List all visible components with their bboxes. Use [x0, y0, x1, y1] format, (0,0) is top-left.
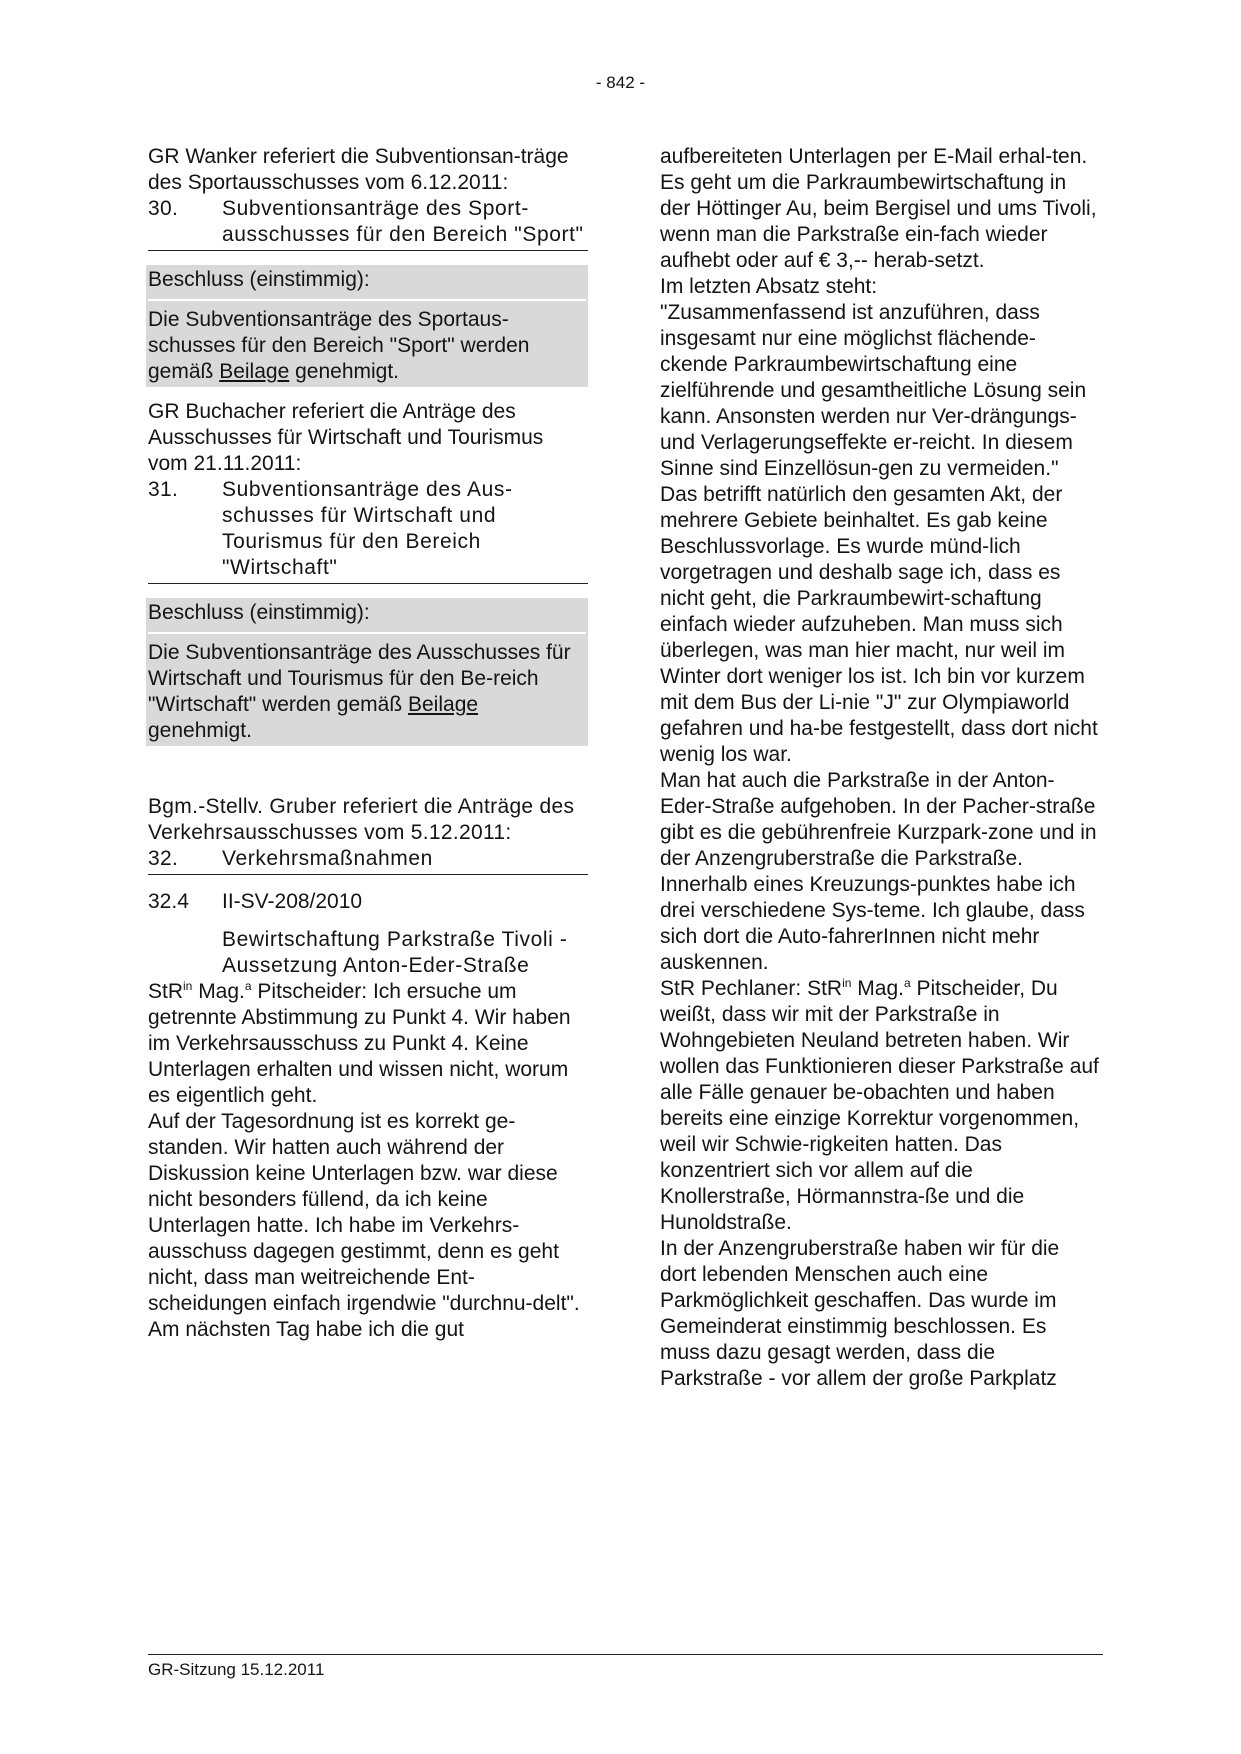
decision-label: Beschluss (einstimmig): — [148, 265, 586, 301]
speaker-sup-a: a — [244, 979, 252, 993]
beilage-link[interactable]: Beilage — [219, 360, 290, 383]
right-column — [660, 144, 1100, 1392]
paragraph-8: In der Anzengruberstraße haben wir für die dort lebenden Menschen auch eine Parkmöglichkeit geschaffen. Das wurde im Gemeinderat einstimmig beschlossen. Es muss dazu gesagt werden, dass die Parkstraße - vor allem der große Parkplatz — [660, 1237, 1060, 1390]
speaker-title: StR — [148, 980, 184, 1003]
speech-pechlaner — [660, 976, 1100, 1236]
item-32-4-number: 32.4 — [148, 890, 189, 913]
item-30-decision — [146, 265, 588, 387]
decision-text-pre: Die Subventionsanträge des Sportaus-schusses für den Bereich "Sport" werden gemäß — [148, 308, 530, 383]
page-number: - 842 - — [595, 73, 646, 92]
item-32-4-code: II-SV-208/2010 — [222, 890, 363, 913]
paragraph-tagesordnung: Auf der Tagesordnung ist es korrekt ge-standen. Wir hatten auch während der Diskussion keine Unterlagen bzw. war diese nicht besonders füllend, da ich keine Unterlagen hatte. Ich habe im Verkehrs-ausschuss dagegen gestimmt, denn es geht nicht, dass man weitreichende Ent-scheidungen einfach irgendwie "durchnu-delt". Am nächsten Tag habe ich die gut — [148, 1110, 580, 1341]
speaker-title: StR Pechlaner: StR — [660, 977, 843, 1000]
footer-divider — [148, 1654, 1103, 1655]
intro-gruber: Bgm.-Stellv. Gruber referiert die Anträge des Verkehrsausschusses vom 5.12.2011: — [148, 795, 575, 844]
item-32-number: 32. — [148, 847, 179, 870]
paragraph-6: Man hat auch die Parkstraße in der Anton-Eder-Straße aufgehoben. In der Pacher-straße gibt es die gebührenfreie Kurzpark-zone und in der Anzengruberstraße die Parkstraße. Innerhalb eines Kreuzungs-punktes habe ich drei verschiedene Sys-teme. Ich glaube, dass sich dort die Auto-fahrerInnen nicht mehr auskennen. — [660, 769, 1097, 974]
item-31-decision — [146, 598, 588, 746]
speech-text: Pitscheider, Du weißt, dass wir mit der Parkstraße in Wohngebieten Neuland betreten haben. Wir wollen das Funktionieren dieser Parkstraße auf alle Fälle genauer be-obachten und haben bereits eine einzige Korrektur vorgenommen, weil wir Schwie-rigkeiten hatten. Das konzentriert sich vor allem auf die Knollerstraße, Hörmannstra-ße und die Hunoldstraße. — [660, 977, 1099, 1234]
item-32-heading — [148, 846, 588, 875]
decision-text-pre: Die Subventionsanträge des Ausschusses für Wirtschaft und Tourismus für den Be-reich "Wirtschaft" werden gemäß — [148, 641, 571, 716]
decision-label: Beschluss (einstimmig): — [148, 598, 586, 634]
footer-text: GR-Sitzung 15.12.2011 — [148, 1660, 325, 1679]
speech-pitscheider — [148, 979, 588, 1109]
item-31-number: 31. — [148, 478, 179, 501]
item-30-title: Subventionsanträge des Sport-ausschusses für den Bereich "Sport" — [222, 197, 584, 246]
decision-text-post: genehmigt. — [289, 360, 400, 383]
item-32-title: Verkehrsmaßnahmen — [222, 847, 433, 870]
paragraph-5: Das betrifft natürlich den gesamten Akt, der mehrere Gebiete beinhaltet. Es gab keine Beschlussvorlage. Es wurde münd-lich vorgetragen und deshalb sage ich, dass es nicht geht, die Parkraumbewirt-schaftung einfach wieder aufzuheben. Man muss sich überlegen, was man hier macht, nur weil im Winter dort weniger los ist. Ich bin vor kurzem mit dem Bus der Li-nie "J" zur Olympiaworld gefahren und ha-be festgestellt, dass dort nicht wenig los war. — [660, 483, 1098, 766]
decision-text — [148, 634, 586, 746]
item-31-title: Subventionsanträge des Aus-schusses für Wirtschaft und Tourismus für den Bereich "Wirtschaft" — [222, 478, 513, 579]
paragraph-quote: "Zusammenfassend ist anzuführen, dass insgesamt nur eine möglichst flächende-ckende Parkraumbewirtschaftung eine zielführende und gesamtheitliche Lösung sein kann. Ansonsten werden nur Ver-drängungs- und Verlagerungseffekte er-reicht. In diesem Sinne sind Einzellösun-gen zu vermeiden." — [660, 301, 1087, 480]
speaker-mag: Mag. — [192, 980, 245, 1003]
item-32-4-line — [148, 889, 588, 915]
item-32-4-subtitle: Bewirtschaftung Parkstraße Tivoli - Aussetzung Anton-Eder-Straße — [222, 928, 568, 977]
paragraph-3: Im letzten Absatz steht: — [660, 275, 878, 298]
decision-text-post: genehmigt. — [148, 719, 252, 742]
paragraph-1: aufbereiteten Unterlagen per E-Mail erhal-ten. — [660, 145, 1088, 168]
speaker-sup-in: in — [842, 976, 852, 990]
speaker-mag: Mag. — [851, 977, 904, 1000]
left-column — [148, 144, 588, 1343]
intro-wanker: GR Wanker referiert die Subventionsan-träge des Sportausschusses vom 6.12.2011: — [148, 145, 569, 194]
decision-text — [148, 301, 586, 387]
speaker-sup-a: a — [903, 976, 911, 990]
speech-text: Pitscheider: Ich ersuche um getrennte Abstimmung zu Punkt 4. Wir haben im Verkehrsausschuss zu Punkt 4. Keine Unterlagen erhalten und wissen nicht, worum es eigentlich geht. — [148, 980, 571, 1107]
item-31-heading — [148, 477, 588, 584]
intro-buchacher: GR Buchacher referiert die Anträge des Ausschusses für Wirtschaft und Tourismus vom 21.11.2011: — [148, 400, 544, 475]
item-30-number: 30. — [148, 197, 179, 220]
beilage-link[interactable]: Beilage — [408, 693, 479, 716]
paragraph-2: Es geht um die Parkraumbewirtschaftung in der Höttinger Au, beim Bergisel und ums Tivoli, wenn man die Parkstraße ein-fach wieder aufhebt oder auf € 3,-- herab-setzt. — [660, 171, 1097, 272]
item-30-heading — [148, 196, 588, 251]
speaker-sup-in: in — [183, 979, 193, 993]
